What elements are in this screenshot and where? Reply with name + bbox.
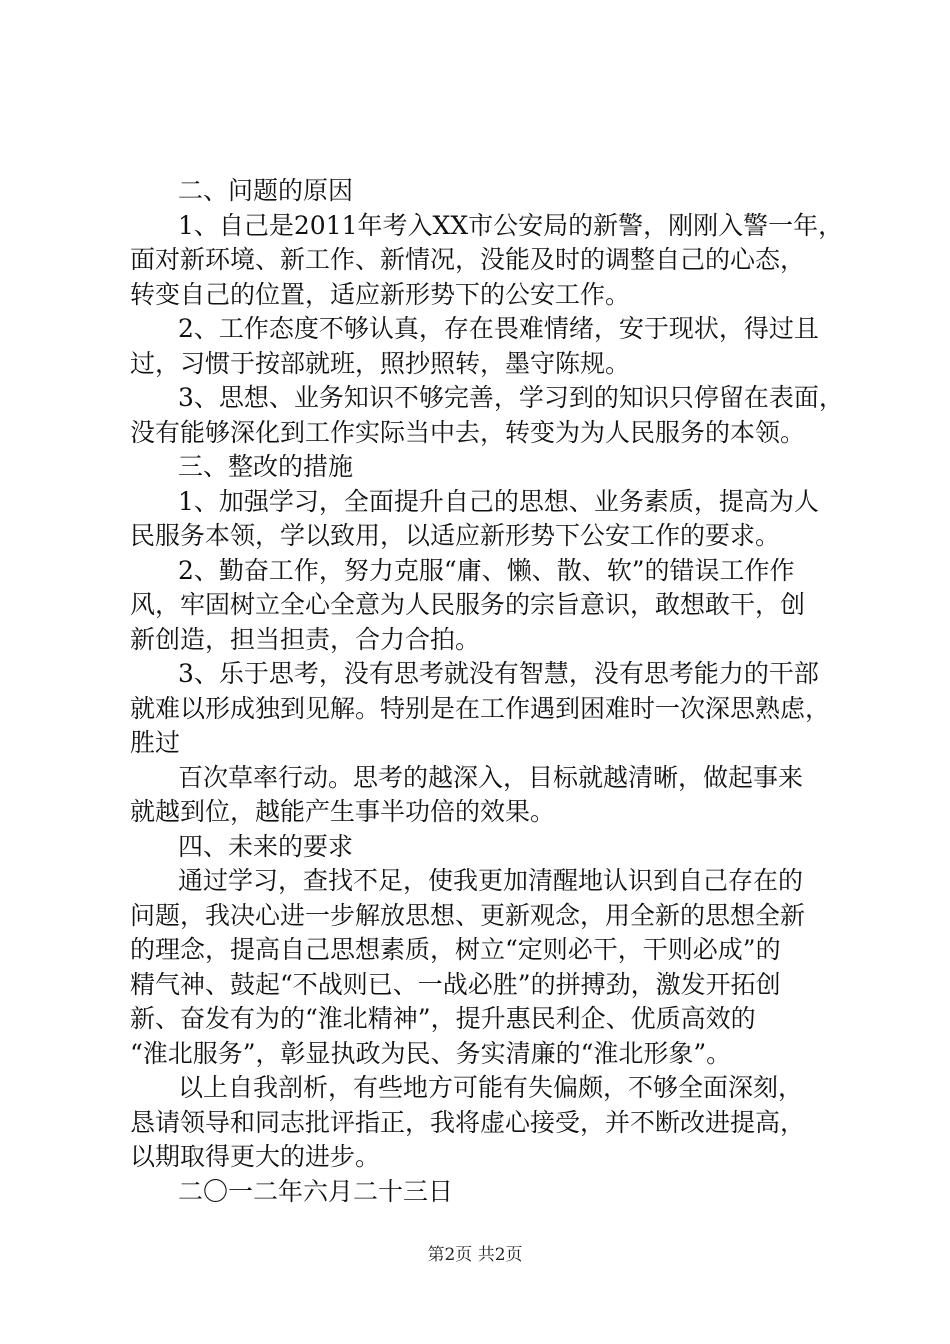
paragraph-line: 1、自己是2011年考入XX市公安局的新警，刚刚入警一年， (178, 210, 844, 240)
section-heading-future: 四、未来的要求 (178, 831, 354, 861)
paragraph-line: 3、乐于思考，没有思考就没有智慧，没有思考能力的干部 (178, 659, 819, 688)
paragraph-line: 过，习惯于按部就班，照抄照转，墨守陈规。 (130, 348, 631, 378)
paragraph-line: 恳请领导和同志批评指正，我将虚心接受，并不断改进提高， (130, 1107, 806, 1137)
paragraph-line: 问题，我决心进一步解放思想、更新观念，用全新的思想全新 (130, 900, 806, 930)
paragraph-line: 面对新环境、新工作、新情况，没能及时的调整自己的心态， (130, 245, 806, 274)
paragraph-line: 3、思想、业务知识不够完善，学习到的知识只停留在表面， (178, 383, 844, 412)
paragraph-line: “淮北服务”，彰显执政为民、务实清廉的“淮北形象”。 (130, 1038, 732, 1068)
paragraph-line: 民服务本领，学以致用，以适应新形势下公安工作的要求。 (130, 521, 781, 550)
document-body (130, 174, 850, 1209)
paragraph-line: 1、加强学习，全面提升自己的思想、业务素质，提高为人 (178, 486, 819, 516)
paragraph-line: 精气神、鼓起“不战则已、一战必胜”的拼搏劲，激发开拓创 (130, 969, 781, 999)
paragraph-line: 的理念，提高自己思想素质，树立“定则必干，干则必成”的 (130, 935, 781, 964)
paragraph-line: 以上自我剖析，有些地方可能有失偏颇，不够全面深刻， (178, 1073, 804, 1102)
paragraph-line: 2、勤奋工作，努力克服“庸、懒、散、软”的错误工作作 (178, 555, 795, 585)
paragraph-line: 风，牢固树立全心全意为人民服务的宗旨意识，敢想敢干，创 (130, 590, 806, 619)
page-footer (0, 1243, 950, 1267)
paragraph-line: 2、工作态度不够认真，存在畏难情绪，安于现状，得过且 (178, 314, 819, 343)
paragraph-line: 以期取得更大的进步。 (130, 1142, 381, 1171)
page-number-label: 第2页 共2页 (427, 1245, 523, 1265)
paragraph-line: 百次草率行动。思考的越深入，目标就越清晰，做起事来 (178, 762, 804, 792)
section-heading-causes: 二、问题的原因 (178, 176, 354, 205)
paragraph-line: 新、奋发有为的“淮北精神”，提升惠民利企、优质高效的 (130, 1004, 756, 1033)
paragraph-line: 胜过 (130, 728, 181, 757)
signature-date: 二〇一二年六月二十三日 (178, 1176, 454, 1206)
section-heading-measures: 三、整改的措施 (178, 452, 354, 481)
paragraph-line: 通过学习，查找不足，使我更加清醒地认识到自己存在的 (178, 866, 804, 895)
paragraph-line: 没有能够深化到工作实际当中去，转变为为人民服务的本领。 (130, 417, 806, 447)
paragraph-line: 就越到位，越能产生事半功倍的效果。 (130, 797, 556, 826)
paragraph-line: 就难以形成独到见解。特别是在工作遇到困难时一次深思熟虑， (130, 693, 831, 723)
paragraph-line: 转变自己的位置，适应新形势下的公安工作。 (130, 279, 631, 309)
paragraph-line: 新创造，担当担责，合力合拍。 (130, 624, 481, 654)
